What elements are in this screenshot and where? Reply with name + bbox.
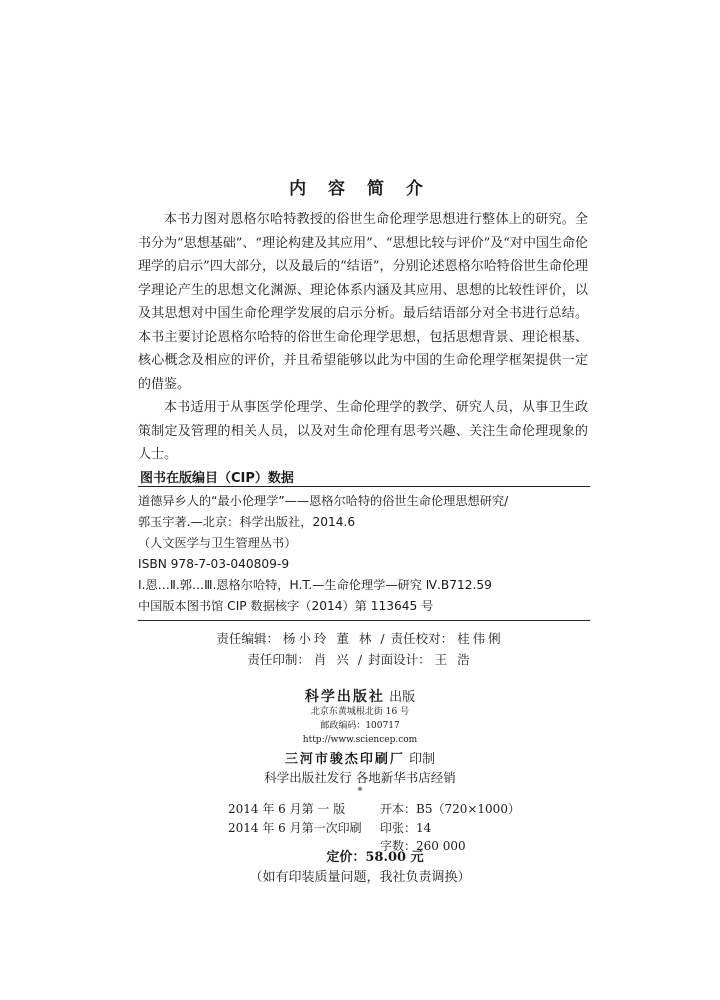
proofreader-label: 责任校对： [390,631,454,646]
credit-separator: / [380,631,385,646]
word-count: 字数：260 000 [380,839,466,853]
credit-row-production [0,649,720,670]
credits-block [0,628,720,670]
quality-notice: （如有印装质量问题，我社负责调换） [249,870,471,885]
printer-line [0,748,720,767]
cover-value: 王 浩 [434,652,473,667]
editor-label: 责任编辑： [216,631,279,646]
cip-line: 中国版本图书馆 CIP 数据核字（2014）第 113645 号 [138,599,434,613]
price-line [0,846,720,865]
cip-line: 郭玉宇著.—北京：科学出版社，2014.6 [138,515,356,529]
printing-value: 肖 兴 [313,652,352,667]
summary-paragraph: 本书力图对恩格尔哈特教授的俗世生命伦理学思想进行整体上的研究。全书分为“思想基础”、“理论构建及其应用”、“思想比较与评价”及“对中国生命伦理学的启示”四大部分，以及最后的“结语”，分别论述恩格尔哈特俗世生命伦理学理论产生的思想文化渊源、理论体系内涵及其应用、思想的比较性评价，以及其思想对中国生命伦理学发展的启示分析。最后结语部分对全书进行总结。本书主要讨论恩格尔哈特的俗世生命伦理学思想，包括思想背景、理论根基、核心概念及相应的评价，并且希望能够以此为中国的生命伦理学框架提供一定的借鉴。 [138,212,588,392]
cip-line: 道德异乡人的“最小伦理学”——恩格尔哈特的俗世生命伦理思想研究/ [138,494,509,508]
book-format: 开本：B5（720×1000） [380,802,520,816]
page-title: 内 容 简 介 [289,179,431,199]
printer-name: 三河市骏杰印刷厂 [284,752,405,767]
cip-data-box [138,486,590,621]
cip-heading: 图书在版编目（CIP）数据 [140,471,294,486]
publisher-website: http://www.sciencep.com [302,735,418,745]
cip-line: （人文医学与卫生管理丛书） [138,536,297,550]
printing-label: 责任印制： [247,652,310,667]
printing-row [228,819,528,838]
distribution-line: 科学出版社发行 各地新华书店经销 [264,770,456,785]
edition-row [228,800,528,819]
divider-star: * [357,786,363,797]
first-printing: 2014 年 6 月第一次印刷 [228,820,362,835]
credit-separator: / [357,652,363,667]
printer-suffix: 印制 [409,752,436,767]
printing-sheets: 印张：14 [380,820,432,835]
cip-line: ISBN 978-7-03-040809-9 [138,557,290,571]
proofreader-value: 桂伟俐 [457,631,504,646]
content-summary [138,208,588,467]
first-edition: 2014 年 6 月第 一 版 [228,802,346,816]
publisher-postcode: 邮政编码：100717 [320,721,400,731]
publisher-contact [0,705,720,747]
publisher-address: 北京东黄城根北街 16 号 [310,707,410,717]
price-value: 58.00 元 [365,850,424,865]
credit-row-editors [0,628,720,649]
cip-line: Ⅰ.恩…Ⅱ.郭…Ⅲ.恩格尔哈特，H.T.—生命伦理学—研究 Ⅳ.B712.59 [138,578,492,592]
price-label: 定价： [326,850,366,865]
editor-value: 杨小玲 董 林 [282,631,375,646]
publisher-name: 科学出版社 [304,689,385,705]
publisher-line [0,686,720,706]
publisher-suffix: 出版 [389,690,416,705]
summary-paragraph: 本书适用于从事医学伦理学、生命伦理学的教学、研究人员，从事卫生政策制定及管理的相关人员，以及对生命伦理有思考兴趣、关注生命伦理现象的人士。 [138,400,588,462]
cover-label: 封面设计： [368,652,431,667]
